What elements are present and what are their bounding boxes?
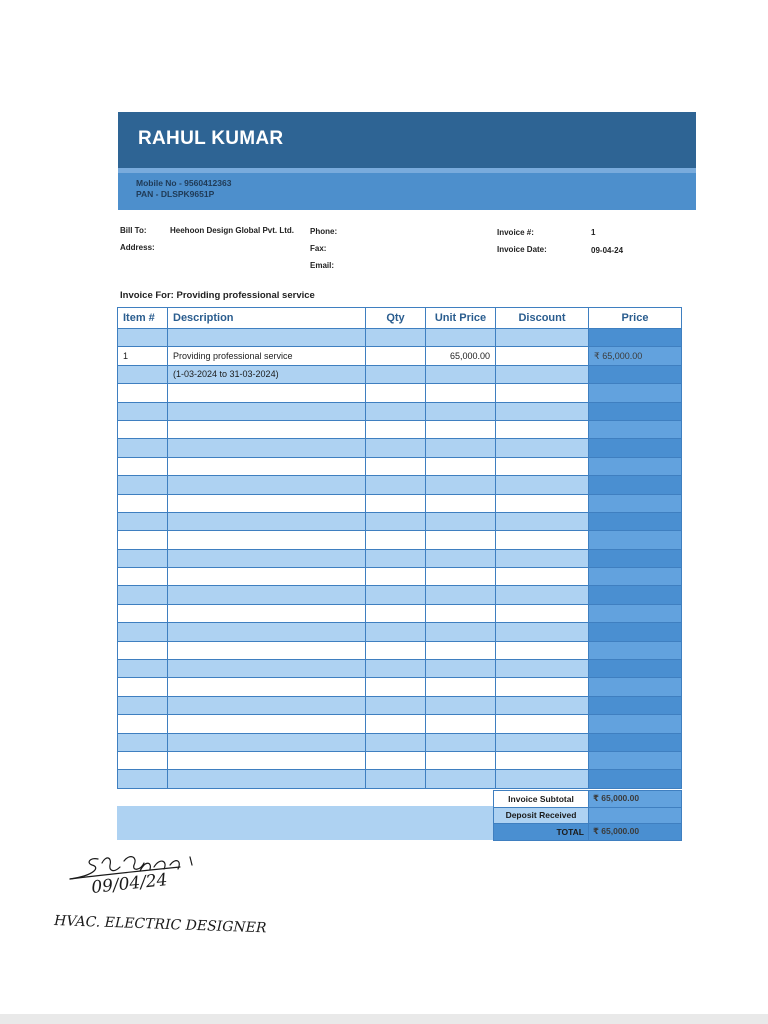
qty-cell xyxy=(366,641,426,659)
header-contact xyxy=(136,178,231,200)
price-cell xyxy=(589,770,682,788)
deposit-label: Deposit Received xyxy=(494,807,589,824)
description-cell xyxy=(168,641,366,659)
unit-price-cell xyxy=(426,512,496,530)
price-cell xyxy=(589,568,682,586)
price-cell xyxy=(589,384,682,402)
invoice-date-value: 09-04-24 xyxy=(591,246,624,255)
price-cell xyxy=(589,715,682,733)
description-cell xyxy=(168,660,366,678)
page-bottom-edge xyxy=(0,1014,768,1024)
table-row xyxy=(118,715,682,733)
mobile-number: Mobile No - 9560412363 xyxy=(136,178,232,188)
qty-cell xyxy=(366,568,426,586)
description-cell xyxy=(168,512,366,530)
description-cell xyxy=(168,329,366,347)
table-row xyxy=(118,623,682,641)
qty-cell xyxy=(366,678,426,696)
qty-cell xyxy=(366,384,426,402)
description-cell xyxy=(168,770,366,788)
qty-cell xyxy=(366,347,426,365)
price-cell xyxy=(589,751,682,769)
description-cell xyxy=(168,623,366,641)
unit-price-cell xyxy=(426,420,496,438)
item-cell xyxy=(118,751,168,769)
invoice-number-label: Invoice #: xyxy=(497,228,534,237)
price-cell xyxy=(589,476,682,494)
table-row xyxy=(118,568,682,586)
table-row xyxy=(118,512,682,530)
unit-price-cell xyxy=(426,457,496,475)
discount-cell xyxy=(496,512,589,530)
table-row xyxy=(118,641,682,659)
invoice-date-label: Invoice Date: xyxy=(497,245,547,254)
qty-cell xyxy=(366,715,426,733)
item-cell: 1 xyxy=(118,347,168,365)
table-row xyxy=(118,329,682,347)
description-cell xyxy=(168,604,366,622)
column-header-discount: Discount xyxy=(496,308,589,329)
table-row xyxy=(118,696,682,714)
table-row xyxy=(118,770,682,788)
qty-cell xyxy=(366,329,426,347)
description-cell xyxy=(168,568,366,586)
discount-cell xyxy=(496,476,589,494)
column-header-qty: Qty xyxy=(366,308,426,329)
qty-cell xyxy=(366,420,426,438)
table-row xyxy=(118,751,682,769)
item-cell xyxy=(118,402,168,420)
unit-price-cell xyxy=(426,660,496,678)
total-value: ₹ 65,000.00 xyxy=(589,824,682,841)
line-items-body xyxy=(118,329,682,789)
item-cell xyxy=(118,696,168,714)
table-row xyxy=(118,439,682,457)
price-cell xyxy=(589,641,682,659)
description-cell xyxy=(168,457,366,475)
description-cell xyxy=(168,733,366,751)
description-cell xyxy=(168,420,366,438)
unit-price-cell xyxy=(426,402,496,420)
column-header-unit-price: Unit Price xyxy=(426,308,496,329)
price-cell xyxy=(589,604,682,622)
item-cell xyxy=(118,384,168,402)
qty-cell xyxy=(366,660,426,678)
unit-price-cell xyxy=(426,715,496,733)
price-cell xyxy=(589,531,682,549)
invoice-number-value: 1 xyxy=(591,228,596,237)
item-cell xyxy=(118,715,168,733)
item-cell xyxy=(118,568,168,586)
description-cell: Providing professional service xyxy=(168,347,366,365)
unit-price-cell xyxy=(426,641,496,659)
unit-price-cell xyxy=(426,604,496,622)
table-row xyxy=(118,531,682,549)
unit-price-cell xyxy=(426,568,496,586)
pan-number: PAN - DLSPK9651P xyxy=(136,189,215,199)
price-cell xyxy=(589,678,682,696)
qty-cell xyxy=(366,439,426,457)
unit-price-cell xyxy=(426,531,496,549)
description-cell xyxy=(168,402,366,420)
qty-cell xyxy=(366,531,426,549)
discount-cell xyxy=(496,347,589,365)
discount-cell xyxy=(496,420,589,438)
phone-label: Phone: xyxy=(310,227,338,236)
qty-cell xyxy=(366,696,426,714)
total-label: TOTAL xyxy=(494,824,589,841)
table-row xyxy=(118,365,682,383)
price-cell xyxy=(589,420,682,438)
subtotal-value: ₹ 65,000.00 xyxy=(589,791,682,808)
table-row xyxy=(118,347,682,365)
discount-cell xyxy=(496,531,589,549)
qty-cell xyxy=(366,494,426,512)
column-header-price: Price xyxy=(589,308,682,329)
discount-cell xyxy=(496,494,589,512)
unit-price-cell xyxy=(426,494,496,512)
qty-cell xyxy=(366,402,426,420)
discount-cell xyxy=(496,586,589,604)
unit-price-cell xyxy=(426,476,496,494)
price-cell xyxy=(589,402,682,420)
unit-price-cell xyxy=(426,329,496,347)
discount-cell xyxy=(496,623,589,641)
unit-price-cell xyxy=(426,678,496,696)
item-cell xyxy=(118,420,168,438)
table-row xyxy=(118,384,682,402)
bill-to-label: Bill To: xyxy=(120,226,147,235)
deposit-value xyxy=(589,807,682,824)
table-row xyxy=(118,604,682,622)
price-cell xyxy=(589,457,682,475)
discount-cell xyxy=(496,457,589,475)
totals-table xyxy=(493,790,682,841)
signature-title: HVAC. ELECTRIC DESIGNER xyxy=(53,913,267,937)
qty-cell xyxy=(366,476,426,494)
table-row xyxy=(118,660,682,678)
discount-cell xyxy=(496,733,589,751)
item-cell xyxy=(118,733,168,751)
qty-cell xyxy=(366,733,426,751)
discount-cell xyxy=(496,660,589,678)
description-cell xyxy=(168,384,366,402)
table-row xyxy=(118,549,682,567)
item-cell xyxy=(118,476,168,494)
price-cell xyxy=(589,512,682,530)
item-cell xyxy=(118,678,168,696)
discount-cell xyxy=(496,641,589,659)
item-cell xyxy=(118,494,168,512)
discount-cell xyxy=(496,384,589,402)
item-cell xyxy=(118,604,168,622)
discount-cell xyxy=(496,329,589,347)
description-cell xyxy=(168,494,366,512)
unit-price-cell xyxy=(426,586,496,604)
price-cell xyxy=(589,660,682,678)
qty-cell xyxy=(366,604,426,622)
discount-cell xyxy=(496,402,589,420)
description-cell xyxy=(168,549,366,567)
discount-cell xyxy=(496,696,589,714)
discount-cell xyxy=(496,549,589,567)
unit-price-cell xyxy=(426,384,496,402)
qty-cell xyxy=(366,586,426,604)
item-cell xyxy=(118,531,168,549)
discount-cell xyxy=(496,365,589,383)
price-cell xyxy=(589,733,682,751)
item-cell xyxy=(118,641,168,659)
unit-price-cell xyxy=(426,770,496,788)
table-row xyxy=(118,586,682,604)
email-label: Email: xyxy=(310,261,335,270)
price-cell xyxy=(589,439,682,457)
description-cell xyxy=(168,531,366,549)
handwritten-signature xyxy=(40,845,360,945)
description-cell xyxy=(168,678,366,696)
price-cell xyxy=(589,549,682,567)
table-row xyxy=(118,457,682,475)
item-cell xyxy=(118,549,168,567)
qty-cell xyxy=(366,549,426,567)
unit-price-cell xyxy=(426,733,496,751)
invoice-for: Invoice For: Providing professional service xyxy=(120,290,315,301)
address-label: Address: xyxy=(120,243,155,252)
description-cell xyxy=(168,715,366,733)
item-cell xyxy=(118,770,168,788)
fax-label: Fax: xyxy=(310,244,327,253)
deposit-row xyxy=(494,807,682,824)
discount-cell xyxy=(496,751,589,769)
price-cell xyxy=(589,329,682,347)
unit-price-cell xyxy=(426,696,496,714)
subtotal-row xyxy=(494,791,682,808)
discount-cell xyxy=(496,678,589,696)
item-cell xyxy=(118,623,168,641)
column-header-description: Description xyxy=(168,308,366,329)
description-cell xyxy=(168,439,366,457)
price-cell: ₹ 65,000.00 xyxy=(589,347,682,365)
price-cell xyxy=(589,696,682,714)
line-items-table xyxy=(117,307,682,789)
column-header-item: Item # xyxy=(118,308,168,329)
signature-date: 09/04/24 xyxy=(90,870,169,898)
qty-cell xyxy=(366,623,426,641)
description-cell xyxy=(168,586,366,604)
item-cell xyxy=(118,439,168,457)
description-cell xyxy=(168,476,366,494)
item-cell xyxy=(118,329,168,347)
totals-band xyxy=(117,806,493,840)
discount-cell xyxy=(496,604,589,622)
item-cell xyxy=(118,660,168,678)
table-row xyxy=(118,678,682,696)
table-row xyxy=(118,420,682,438)
description-cell: (1-03-2024 to 31-03-2024) xyxy=(168,365,366,383)
price-cell xyxy=(589,586,682,604)
table-row xyxy=(118,494,682,512)
unit-price-cell xyxy=(426,439,496,457)
price-cell xyxy=(589,494,682,512)
discount-cell xyxy=(496,715,589,733)
qty-cell xyxy=(366,770,426,788)
table-row xyxy=(118,733,682,751)
company-name: RAHUL KUMAR xyxy=(138,128,284,149)
unit-price-cell xyxy=(426,365,496,383)
table-row xyxy=(118,476,682,494)
invoice-header xyxy=(118,112,696,168)
unit-price-cell xyxy=(426,623,496,641)
qty-cell xyxy=(366,457,426,475)
table-row xyxy=(118,402,682,420)
discount-cell xyxy=(496,439,589,457)
subtotal-label: Invoice Subtotal xyxy=(494,791,589,808)
unit-price-cell xyxy=(426,549,496,567)
qty-cell xyxy=(366,751,426,769)
price-cell xyxy=(589,623,682,641)
item-cell xyxy=(118,365,168,383)
item-cell xyxy=(118,512,168,530)
bill-to-value: Heehoon Design Global Pvt. Ltd. xyxy=(170,226,295,235)
unit-price-cell xyxy=(426,751,496,769)
description-cell xyxy=(168,696,366,714)
price-cell xyxy=(589,365,682,383)
unit-price-cell: 65,000.00 xyxy=(426,347,496,365)
discount-cell xyxy=(496,770,589,788)
item-cell xyxy=(118,457,168,475)
description-cell xyxy=(168,751,366,769)
qty-cell xyxy=(366,365,426,383)
table-header-row xyxy=(118,308,682,329)
discount-cell xyxy=(496,568,589,586)
header-contact-band xyxy=(118,168,696,210)
item-cell xyxy=(118,586,168,604)
qty-cell xyxy=(366,512,426,530)
header-stripe xyxy=(118,168,696,173)
total-row xyxy=(494,824,682,841)
